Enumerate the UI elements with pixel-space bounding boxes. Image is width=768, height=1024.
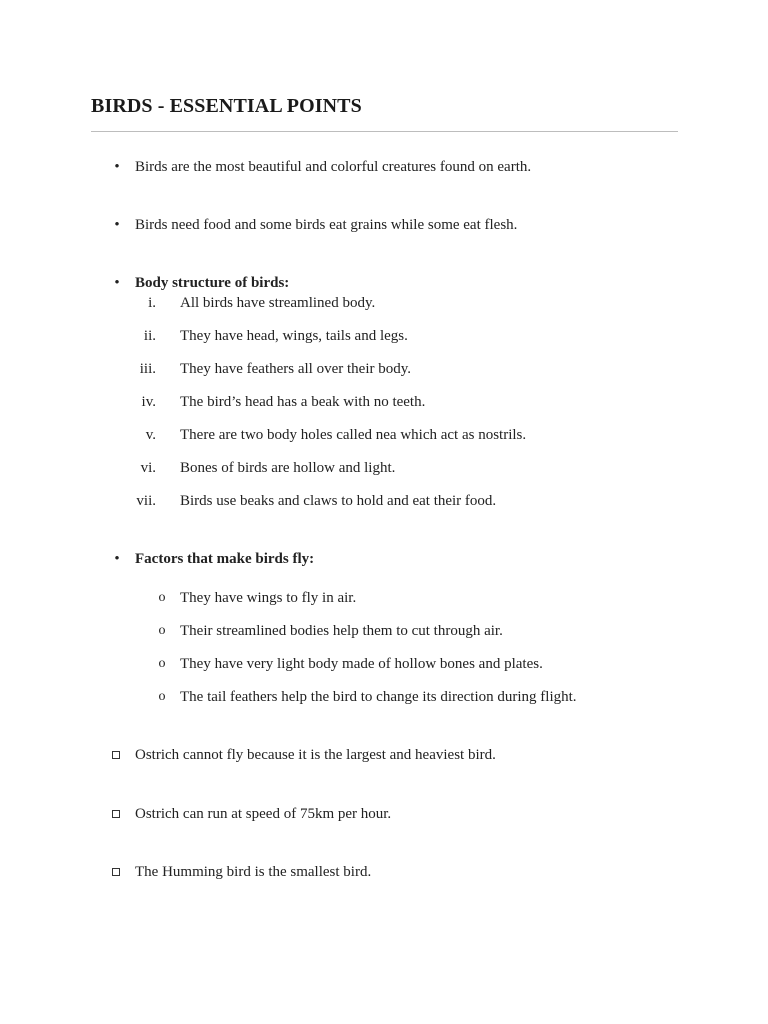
- square-bullet-icon: [112, 868, 120, 876]
- list-number: i.: [148, 295, 156, 311]
- title-divider: [91, 131, 678, 132]
- fact-text: The Humming bird is the smallest bird.: [135, 864, 372, 880]
- page-title: BIRDS - ESSENTIAL POINTS: [91, 95, 362, 117]
- list-number: vii.: [136, 493, 156, 509]
- bullet-text: Birds need food and some birds eat grains while some eat flesh.: [135, 217, 518, 233]
- circle-bullet-icon: o: [158, 590, 166, 605]
- bullet-icon: •: [114, 275, 120, 291]
- square-bullet-icon: [112, 810, 120, 818]
- list-item: They have feathers all over their body.: [180, 361, 412, 377]
- list-number: iv.: [141, 394, 156, 410]
- section-heading-fly-factors: Factors that make birds fly:: [135, 551, 315, 567]
- list-item: They have wings to fly in air.: [180, 590, 357, 606]
- list-number: ii.: [143, 328, 156, 344]
- fact-text: Ostrich can run at speed of 75km per hour.: [135, 806, 392, 822]
- circle-bullet-icon: o: [158, 689, 166, 704]
- square-bullet-icon: [112, 751, 120, 759]
- bullet-icon: •: [114, 159, 120, 175]
- list-item: The bird’s head has a beak with no teeth.: [180, 394, 426, 410]
- list-number: iii.: [139, 361, 156, 377]
- list-item: Bones of birds are hollow and light.: [180, 460, 396, 476]
- circle-bullet-icon: o: [158, 656, 166, 671]
- circle-bullet-icon: o: [158, 623, 166, 638]
- list-number: v.: [145, 427, 156, 443]
- bullet-icon: •: [114, 217, 120, 233]
- list-item: There are two body holes called nea which act as nostrils.: [180, 427, 527, 443]
- list-item: All birds have streamlined body.: [180, 295, 376, 311]
- list-item: Their streamlined bodies help them to cut through air.: [180, 623, 503, 639]
- bullet-text: Birds are the most beautiful and colorful creatures found on earth.: [135, 159, 532, 175]
- section-heading-body-structure: Body structure of birds:: [135, 275, 290, 291]
- list-item: They have head, wings, tails and legs.: [180, 328, 408, 344]
- list-number: vi.: [140, 460, 156, 476]
- fact-text: Ostrich cannot fly because it is the largest and heaviest bird.: [135, 747, 496, 763]
- bullet-icon: •: [114, 551, 120, 567]
- list-item: They have very light body made of hollow bones and plates.: [180, 656, 543, 672]
- list-item: The tail feathers help the bird to change its direction during flight.: [180, 689, 577, 705]
- list-item: Birds use beaks and claws to hold and eat their food.: [180, 493, 497, 509]
